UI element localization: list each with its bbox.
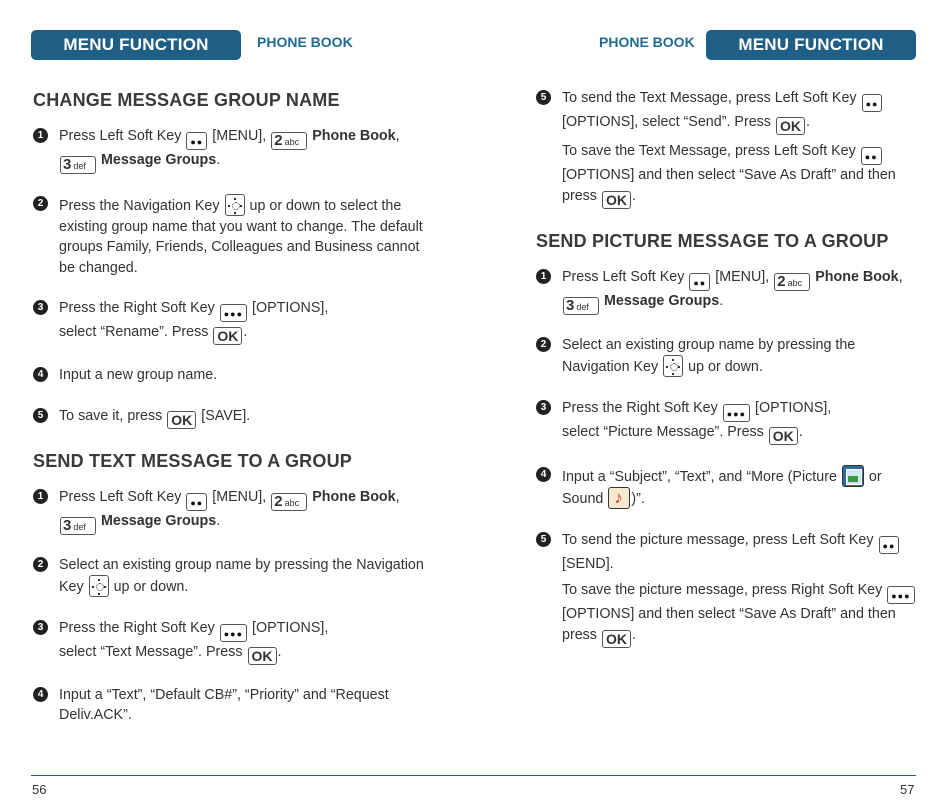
navigation-key-icon	[225, 194, 245, 216]
step-3: 3 Press the Right Soft Key ●●● [OPTIONS], select “Rename”. Press OK .	[33, 298, 433, 345]
left-soft-key-icon	[186, 132, 207, 150]
left-soft-key-icon	[186, 493, 207, 511]
step-number-2: 2	[33, 557, 48, 572]
left-soft-key-icon	[861, 147, 882, 165]
navigation-key-icon	[89, 575, 109, 597]
menu-function-tab: MENU FUNCTION	[706, 30, 916, 60]
step-number-1: 1	[33, 489, 48, 504]
page-number: 56	[32, 782, 47, 797]
right-soft-key-icon	[220, 304, 247, 322]
right-soft-key-icon	[220, 624, 247, 642]
left-soft-key-icon	[879, 536, 900, 554]
ok-key-icon: OK	[248, 647, 277, 665]
right-soft-key-icon	[723, 404, 750, 422]
step-number-4: 4	[33, 687, 48, 702]
right-page	[475, 0, 950, 812]
section-title-send-picture-to-group: SEND PICTURE MESSAGE TO A GROUP	[536, 230, 889, 251]
step-3: 3 Press the Right Soft Key ●●● [OPTIONS], select “Picture Message”. Press OK .	[536, 398, 916, 445]
step-number-2: 2	[33, 196, 48, 211]
step-2: 2 Select an existing group name by pressing the Navigation Key up or down.	[33, 555, 433, 598]
left-soft-key-icon	[862, 94, 883, 112]
ok-key-icon: OK	[776, 117, 805, 135]
step-number-1: 1	[536, 269, 551, 284]
page-number: 57	[900, 782, 915, 797]
key-2-abc-icon: 2 abc	[271, 132, 307, 150]
right-soft-key-icon	[887, 586, 914, 604]
step-number-3: 3	[536, 400, 551, 415]
key-3-def-icon: 3 def	[563, 297, 599, 315]
key-2-abc-icon: 2 abc	[774, 273, 810, 291]
step-number-4: 4	[536, 467, 551, 482]
step-number-2: 2	[536, 337, 551, 352]
phone-book-header: PHONE BOOK	[257, 34, 353, 50]
right-column	[536, 88, 916, 668]
ok-key-icon: OK	[602, 191, 631, 209]
step-3: 3 Press the Right Soft Key ●●● [OPTIONS], select “Text Message”. Press OK .	[33, 618, 433, 665]
footer-rule	[475, 775, 916, 776]
step-number-5: 5	[33, 408, 48, 423]
ok-key-icon: OK	[167, 411, 196, 429]
ok-key-icon: OK	[769, 427, 798, 445]
key-3-def-icon: 3 def	[60, 156, 96, 174]
phone-book-header: PHONE BOOK	[599, 34, 695, 50]
picture-icon	[842, 465, 864, 487]
step-number-5: 5	[536, 90, 551, 105]
step-1: 1 Press Left Soft Key ●● [MENU], 2 abc Phone Book, 3 def Message Groups.	[33, 126, 433, 174]
step-number-4: 4	[33, 367, 48, 382]
step-4: 4 Input a “Text”, “Default CB#”, “Priority” and “Request Deliv.ACK”.	[33, 685, 433, 726]
key-3-def-icon: 3 def	[60, 517, 96, 535]
step-4: 4 Input a “Subject”, “Text”, and “More (Picture or Sound ♪ )”.	[536, 465, 916, 510]
step-number-1: 1	[33, 128, 48, 143]
step-5: 5 To send the picture message, press Left Soft Key ●● [SEND]. To save the picture message, press Right Soft Key ●●● [OPTIONS] and then select “Save As Draft” and then press OK .	[536, 530, 916, 648]
step-number-3: 3	[33, 620, 48, 635]
section-title-send-text-to-group: SEND TEXT MESSAGE TO A GROUP	[33, 450, 352, 471]
step-2: 2 Select an existing group name by pressing the Navigation Key up or down.	[536, 335, 916, 378]
footer-rule	[31, 775, 475, 776]
step-1: 1 Press Left Soft Key ●● [MENU], 2 abc Phone Book, 3 def Message Groups.	[33, 487, 433, 535]
step-1: 1 Press Left Soft Key ●● [MENU], 2 abc Phone Book, 3 def Message Groups.	[536, 267, 916, 315]
step-number-3: 3	[33, 300, 48, 315]
step-4: 4 Input a new group name.	[33, 365, 433, 386]
step-2: 2 Press the Navigation Key up or down to select the existing group name that you want to change. The default groups Family, Friends, Colleagues and Business cannot be changed.	[33, 194, 433, 278]
ok-key-icon: OK	[213, 327, 242, 345]
ok-key-icon: OK	[602, 630, 631, 648]
key-2-abc-icon: 2 abc	[271, 493, 307, 511]
menu-function-tab: MENU FUNCTION	[31, 30, 241, 60]
sound-icon	[608, 487, 630, 509]
left-soft-key-icon	[689, 273, 710, 291]
navigation-key-icon	[663, 355, 683, 377]
section-title-change-group-name: CHANGE MESSAGE GROUP NAME	[33, 90, 340, 110]
step-5: 5 To send the Text Message, press Left Soft Key ●● [OPTIONS], select “Send”. Press OK . To save the Text Message, press Left Soft Key ●● [OPTIONS] and then select “Save As Draft” and then press OK .	[536, 88, 916, 209]
left-column	[33, 88, 433, 746]
step-number-5: 5	[536, 532, 551, 547]
step-5: 5 To save it, press OK [SAVE].	[33, 406, 433, 429]
